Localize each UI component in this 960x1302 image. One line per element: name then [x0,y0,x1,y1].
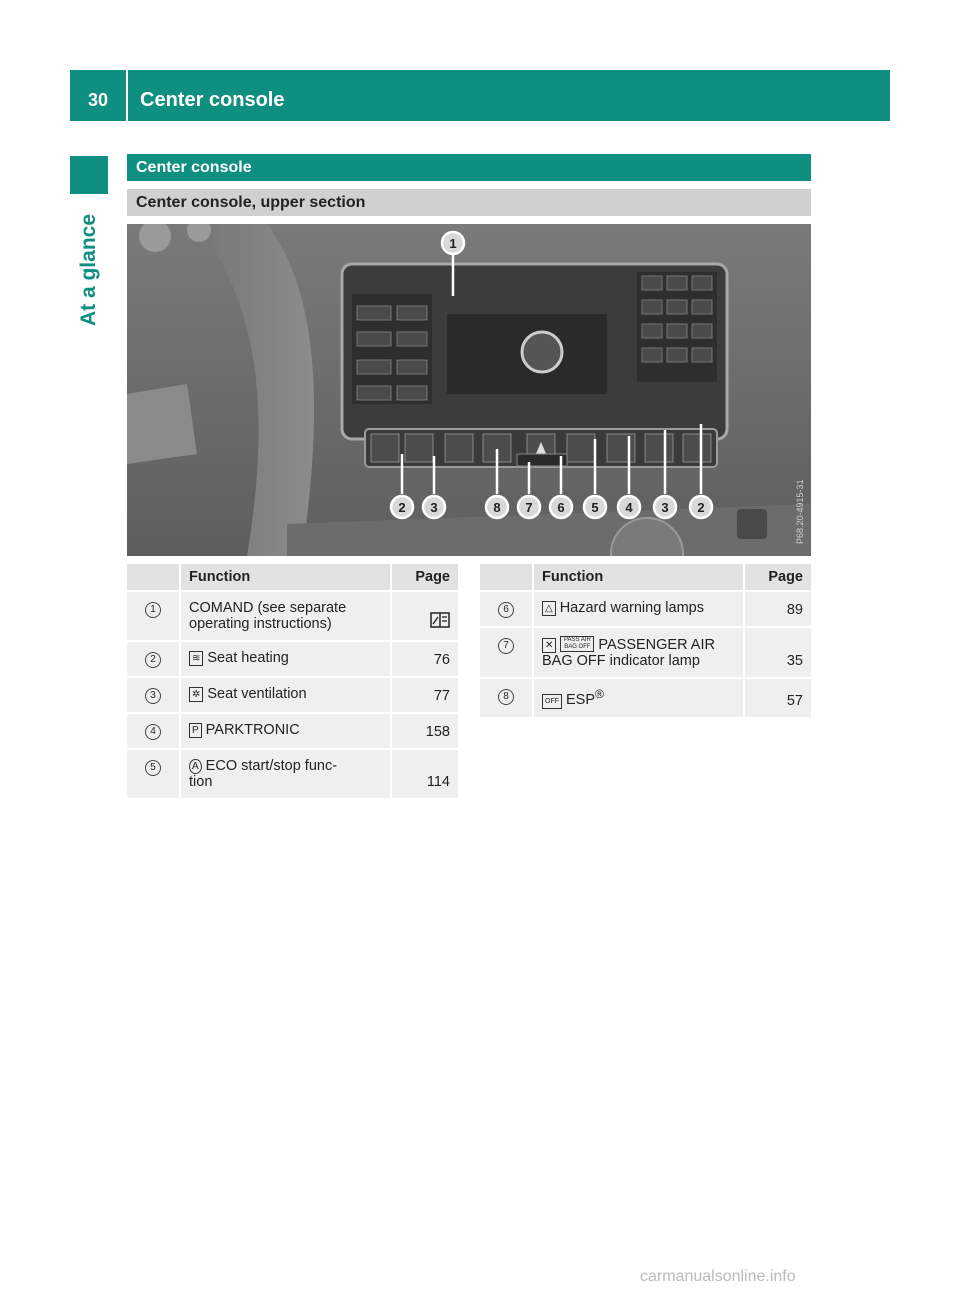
function-text: PARKTRONIC [205,722,300,738]
page-ref: 57 [744,678,811,718]
header-divider [126,70,128,121]
row-number: 1 [145,602,161,618]
figure-code: P68.20-4915-31 [795,479,805,544]
callout-label: 6 [557,500,565,515]
table-row [127,677,458,713]
row-number: 8 [498,689,514,705]
side-tab-label: At a glance [77,213,100,327]
page-ref: 114 [391,749,458,799]
function-text: operating instructions) [189,616,332,632]
function-text: Seat ventilation [207,686,307,702]
page-ref: 158 [391,713,458,749]
row-number: 7 [498,638,514,654]
callout-label: 3 [661,500,669,515]
callout-label: 8 [493,500,501,515]
callout-label: 1 [449,236,457,251]
page-header-bar [70,70,890,121]
passenger-airbag-icon: ✕ [542,638,556,653]
hazard-triangle-icon: △ [542,601,556,616]
passenger-airbag-off-icon: PASS AIR BAG OFF [560,636,594,652]
column-header-function: Function [533,564,744,591]
page-ref: 76 [391,641,458,677]
section-subtitle: Center console, upper section [127,189,811,216]
function-text: ECO start/stop func- [205,758,338,774]
page-title: Center console [140,89,285,111]
column-header-function: Function [180,564,391,591]
table-row [127,713,458,749]
callout-label: 4 [625,500,633,515]
column-header-page: Page [391,564,458,591]
table-row [480,678,811,718]
row-number: 3 [145,688,161,704]
callout-label: 5 [591,500,599,515]
parktronic-icon: P [189,723,202,738]
table-row [127,591,458,641]
center-console-photo [127,224,811,556]
registered-mark: ® [595,687,604,701]
column-header-page: Page [744,564,811,591]
table-row [127,641,458,677]
function-text: ESP [566,691,596,708]
book-icon [430,612,450,628]
row-number: 5 [145,760,161,776]
table-row [480,591,811,627]
function-text: Seat heating [207,650,289,666]
row-number: 6 [498,602,514,618]
page-ref: 77 [391,677,458,713]
page-ref: 35 [744,627,811,678]
table-row [480,627,811,678]
callout-label: 3 [430,500,438,515]
callout-label: 2 [398,500,406,515]
page-number: 30 [87,90,109,110]
function-text: tion [189,774,213,790]
function-text: BAG OFF indicator lamp [542,653,700,669]
row-number: 4 [145,724,161,740]
section-title: Center console [127,154,811,181]
callout-label: 7 [525,500,533,515]
eco-icon: A [189,759,202,774]
function-text: PASSENGER AIR [598,637,715,653]
esp-off-icon: OFF [542,694,562,709]
function-text: Hazard warning lamps [559,600,704,616]
row-number: 2 [145,652,161,668]
table-row [127,749,458,799]
page-ref: 89 [744,591,811,627]
callout-label: 2 [697,500,705,515]
function-table-left [127,564,458,800]
seat-ventilation-icon: ✲ [189,687,203,702]
side-tab-marker [70,156,108,194]
footer-watermark: carmanualsonline.info [640,1268,796,1285]
function-table-right [480,564,811,719]
function-text: COMAND (see separate [189,600,347,616]
seat-heating-icon: ≋ [189,651,203,666]
